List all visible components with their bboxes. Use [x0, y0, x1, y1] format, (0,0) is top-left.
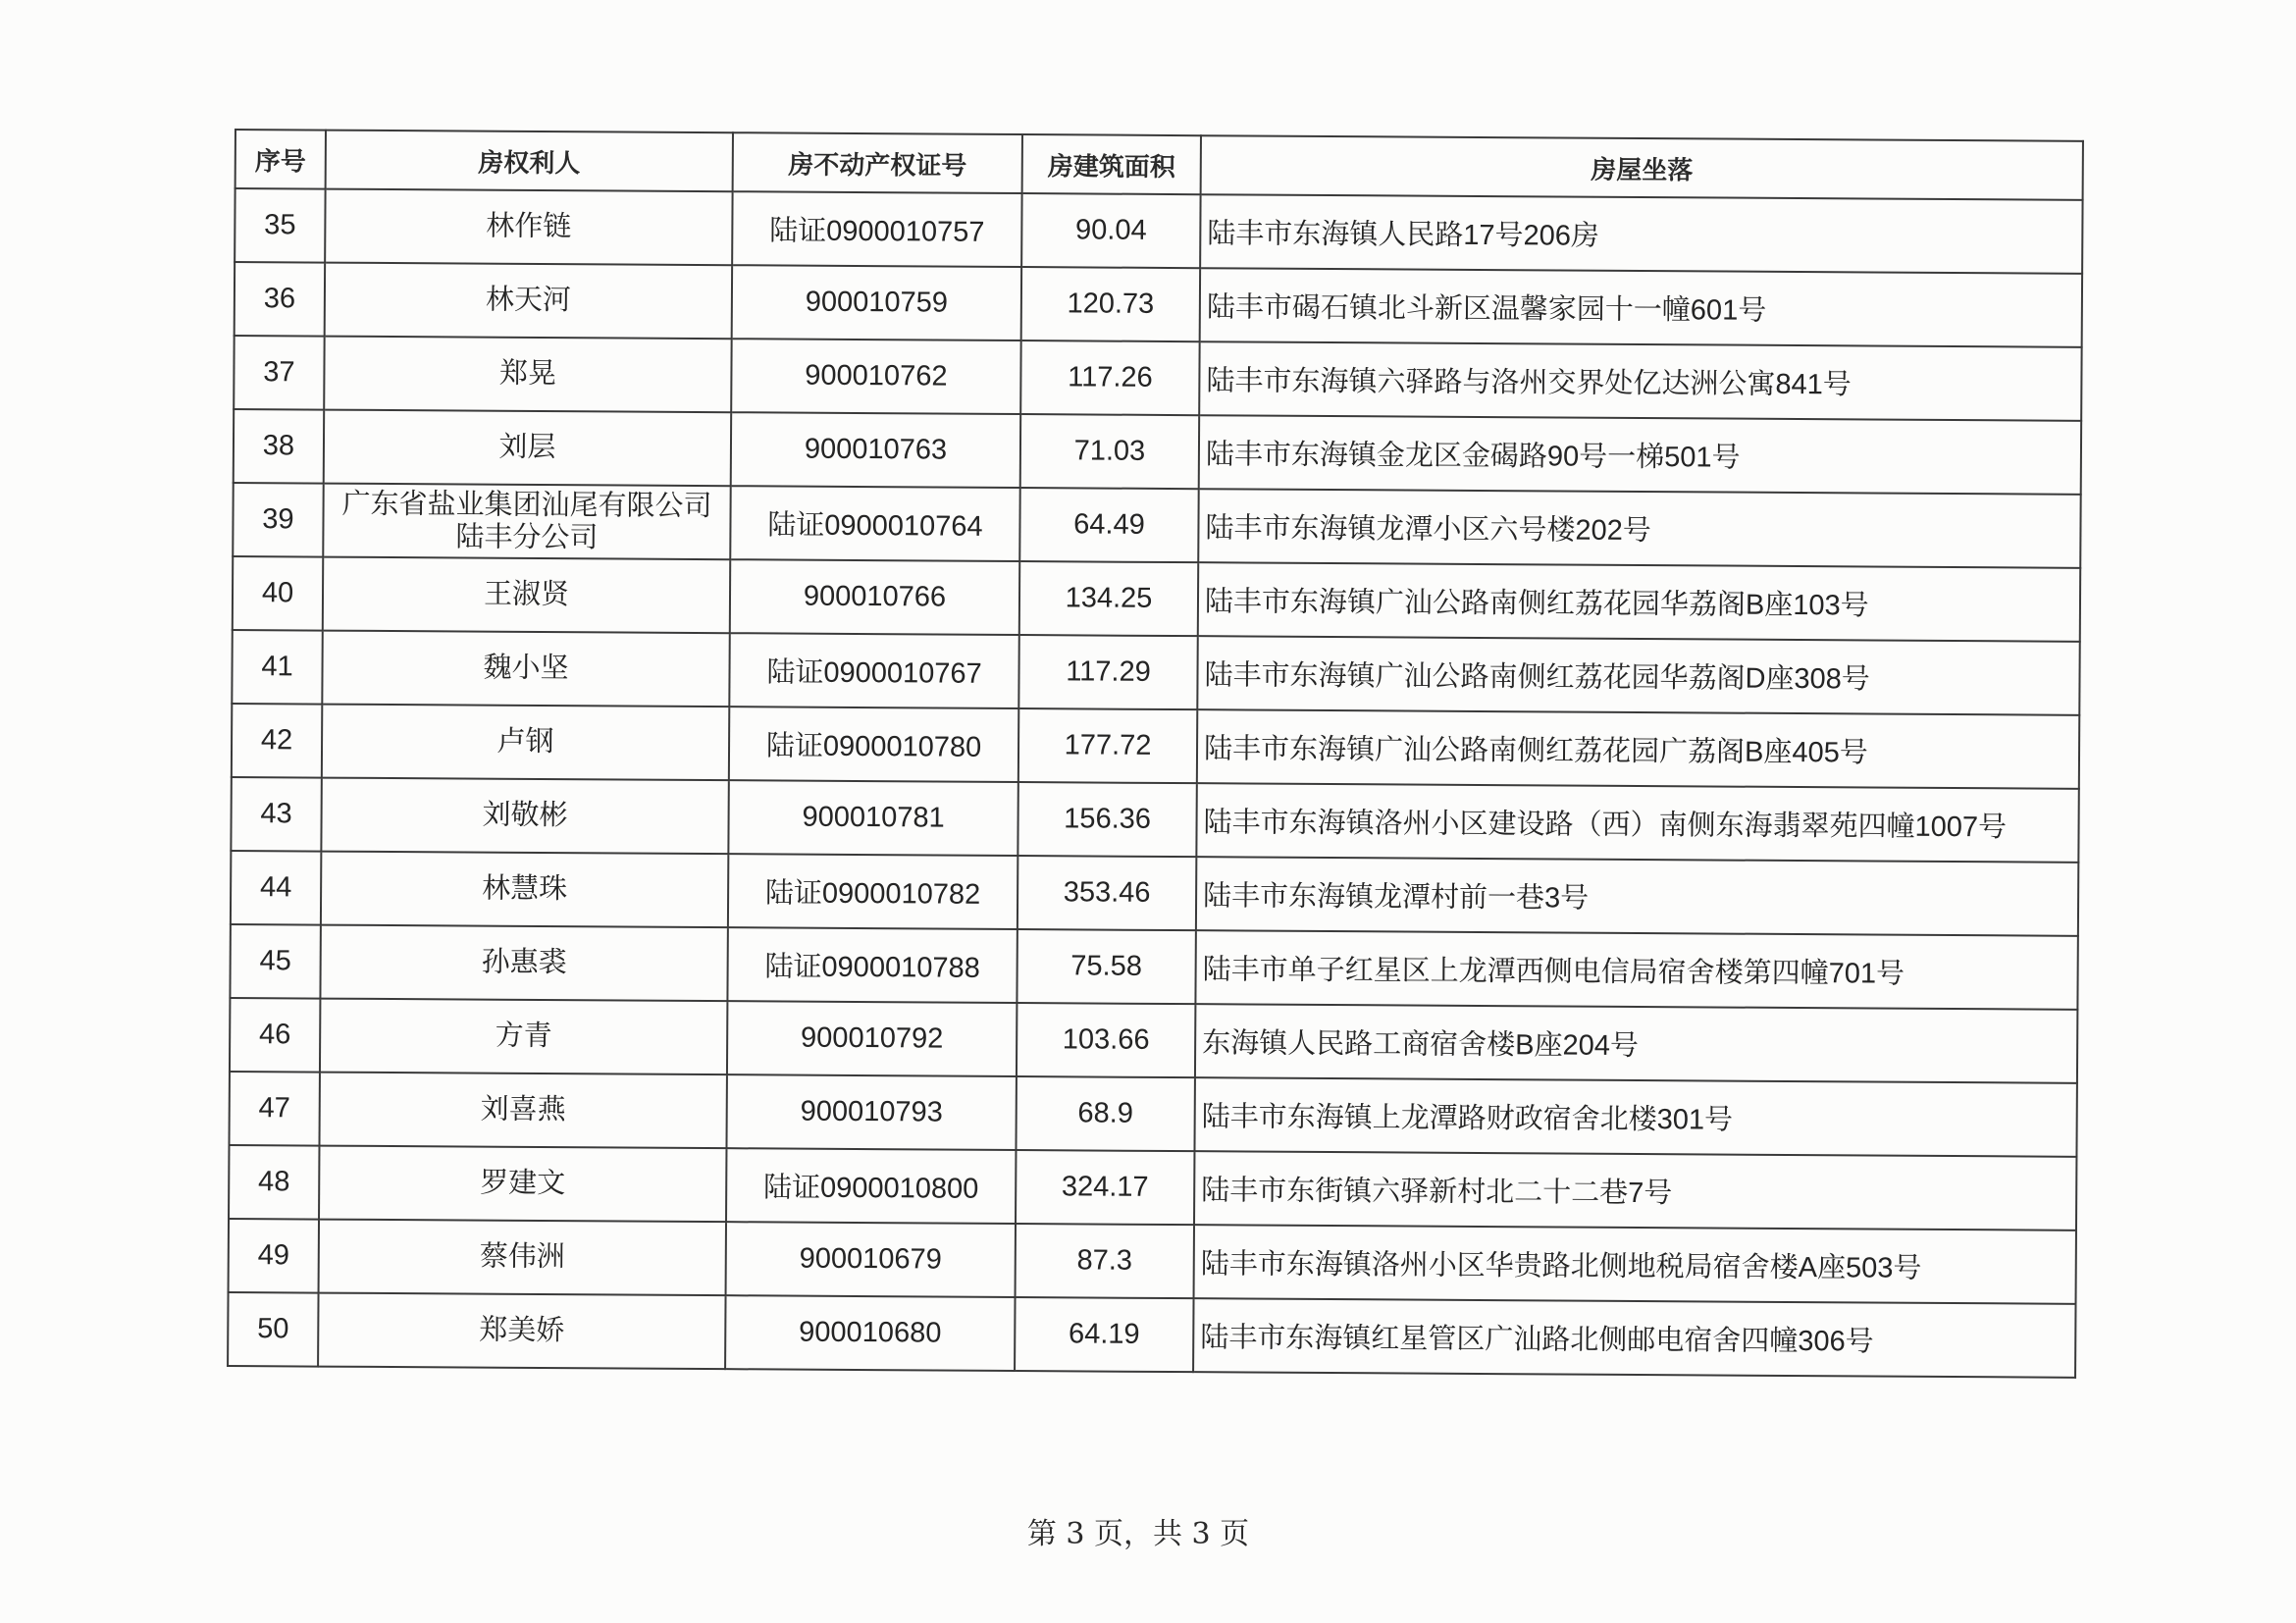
table-row	[231, 777, 2078, 863]
header-owner: 房权利人	[326, 131, 733, 192]
cell-area: 90.04	[1021, 193, 1200, 268]
cell-cert-no: 900010792	[727, 1001, 1017, 1076]
header-seq: 序号	[235, 130, 326, 189]
cell-cert-no: 陆证0900010780	[729, 707, 1018, 782]
cell-seq: 43	[231, 777, 321, 852]
cell-address: 陆丰市东海镇龙潭村前一巷3号	[1196, 857, 2078, 936]
cell-cert-no: 900010680	[725, 1295, 1015, 1371]
cell-cert-no: 900010793	[726, 1074, 1016, 1150]
cell-area: 64.49	[1019, 488, 1198, 562]
cell-area: 117.29	[1018, 635, 1197, 709]
cell-seq: 48	[229, 1145, 319, 1220]
cell-cert-no: 900010679	[726, 1222, 1016, 1297]
cell-owner: 罗建文	[319, 1146, 726, 1223]
table-row	[229, 1219, 2076, 1304]
cell-seq: 36	[235, 262, 325, 337]
table-row	[231, 851, 2078, 936]
cell-owner: 方青	[320, 999, 727, 1075]
cell-owner: 蔡伟洲	[319, 1220, 726, 1296]
cell-area: 177.72	[1018, 708, 1197, 783]
cell-cert-no: 陆证0900010767	[729, 633, 1018, 708]
cell-cert-no: 陆证0900010782	[728, 854, 1018, 929]
cell-cert-no: 900010781	[728, 780, 1018, 856]
table-row	[233, 483, 2080, 568]
cell-address: 陆丰市单子红星区上龙潭西侧电信局宿舍楼第四幢701号	[1195, 930, 2077, 1010]
table-body	[228, 188, 2083, 1378]
cell-cert-no: 陆证0900010800	[726, 1148, 1016, 1224]
cell-seq: 42	[232, 704, 322, 778]
cell-address: 陆丰市东海镇上龙潭路财政宿舍北楼301号	[1194, 1077, 2076, 1157]
table-row	[232, 630, 2079, 715]
cell-address: 陆丰市东海镇龙潭小区六号楼202号	[1198, 489, 2080, 568]
cell-cert-no: 陆证0900010757	[732, 191, 1021, 267]
table-row	[232, 704, 2079, 789]
cell-seq: 39	[233, 483, 323, 557]
cell-address: 陆丰市东海镇广汕公路南侧红荔花园广荔阁B座405号	[1197, 709, 2079, 789]
cell-owner: 刘敬彬	[321, 778, 728, 855]
cell-owner: 林作链	[325, 189, 732, 266]
cell-seq: 49	[229, 1219, 319, 1293]
cell-owner: 刘喜燕	[319, 1073, 726, 1149]
cell-owner: 刘层	[324, 410, 731, 487]
cell-area: 324.17	[1016, 1150, 1194, 1225]
cell-cert-no: 陆证0900010788	[727, 927, 1017, 1003]
table-row	[230, 924, 2077, 1010]
cell-area: 103.66	[1017, 1003, 1195, 1077]
table-row	[234, 409, 2081, 495]
cell-seq: 38	[234, 409, 324, 484]
cell-area: 68.9	[1016, 1076, 1194, 1151]
table-row	[235, 262, 2082, 347]
cell-cert-no: 陆证0900010764	[730, 486, 1019, 561]
cell-owner: 魏小坚	[322, 631, 729, 707]
cell-owner: 林慧珠	[321, 852, 728, 928]
cell-address: 陆丰市东海镇金龙区金碣路90号一梯501号	[1199, 415, 2081, 495]
cell-address: 陆丰市碣石镇北斗新区温馨家园十一幢601号	[1200, 268, 2082, 347]
cell-address: 陆丰市东海镇人民路17号206房	[1200, 194, 2082, 274]
table-row	[229, 1145, 2076, 1230]
cell-seq: 46	[230, 998, 320, 1073]
table-row	[234, 336, 2081, 421]
table-row	[229, 1072, 2076, 1157]
cell-area: 64.19	[1015, 1297, 1193, 1372]
header-address: 房屋坐落	[1201, 135, 2083, 200]
table-row	[235, 188, 2082, 274]
cell-area: 75.58	[1017, 929, 1195, 1004]
cell-address: 陆丰市东海镇洛州小区建设路（西）南侧东海翡翠苑四幢1007号	[1196, 783, 2078, 863]
cell-area: 134.25	[1019, 561, 1198, 636]
table-row	[228, 1292, 2075, 1378]
cell-area: 117.26	[1020, 340, 1199, 415]
cell-owner: 郑晃	[324, 337, 731, 413]
cell-address: 陆丰市东海镇广汕公路南侧红荔花园华荔阁B座103号	[1198, 562, 2080, 642]
table-row	[230, 998, 2077, 1083]
cell-address: 陆丰市东海镇广汕公路南侧红荔花园华荔阁D座308号	[1197, 636, 2079, 715]
cell-address: 陆丰市东海镇红星管区广汕路北侧邮电宿舍四幢306号	[1193, 1298, 2075, 1378]
cell-area: 156.36	[1018, 782, 1196, 857]
cell-cert-no: 900010766	[730, 559, 1019, 635]
cell-seq: 45	[230, 924, 320, 999]
cell-address: 陆丰市东街镇六驿新村北二十二巷7号	[1194, 1151, 2076, 1230]
cell-seq: 50	[228, 1292, 318, 1367]
cell-seq: 40	[233, 556, 323, 631]
cell-address: 陆丰市东海镇六驿路与洛州交界处亿达洲公寓841号	[1199, 341, 2081, 421]
header-area: 房建筑面积	[1022, 134, 1201, 194]
table-row	[233, 556, 2080, 642]
cell-address: 东海镇人民路工商宿舍楼B座204号	[1195, 1004, 2077, 1083]
cell-address: 陆丰市东海镇洛州小区华贵路北侧地税局宿舍楼A座503号	[1194, 1225, 2076, 1304]
cell-area: 71.03	[1020, 414, 1199, 489]
property-table	[227, 129, 2084, 1379]
cell-seq: 35	[235, 188, 325, 263]
cell-owner: 广东省盐业集团汕尾有限公司 陆丰分公司	[323, 484, 730, 560]
cell-seq: 41	[232, 630, 322, 705]
cell-area: 120.73	[1021, 267, 1200, 341]
cell-cert-no: 900010763	[731, 412, 1020, 488]
page-indicator: 第 3 页，共 3 页	[1026, 1517, 1250, 1551]
cell-owner: 林天河	[325, 263, 732, 340]
cell-area: 353.46	[1018, 856, 1196, 930]
cell-seq: 47	[229, 1072, 319, 1146]
cell-owner: 卢钢	[322, 705, 729, 781]
cell-area: 87.3	[1016, 1224, 1194, 1298]
cell-cert-no: 900010759	[732, 265, 1021, 340]
cell-seq: 37	[234, 336, 324, 410]
cell-owner: 孙惠裘	[320, 925, 727, 1002]
cell-owner: 王淑贤	[323, 557, 730, 634]
header-cert-no: 房不动产权证号	[733, 132, 1022, 193]
cell-owner: 郑美娇	[318, 1293, 725, 1370]
cell-seq: 44	[231, 851, 321, 925]
cell-cert-no: 900010762	[731, 339, 1020, 414]
